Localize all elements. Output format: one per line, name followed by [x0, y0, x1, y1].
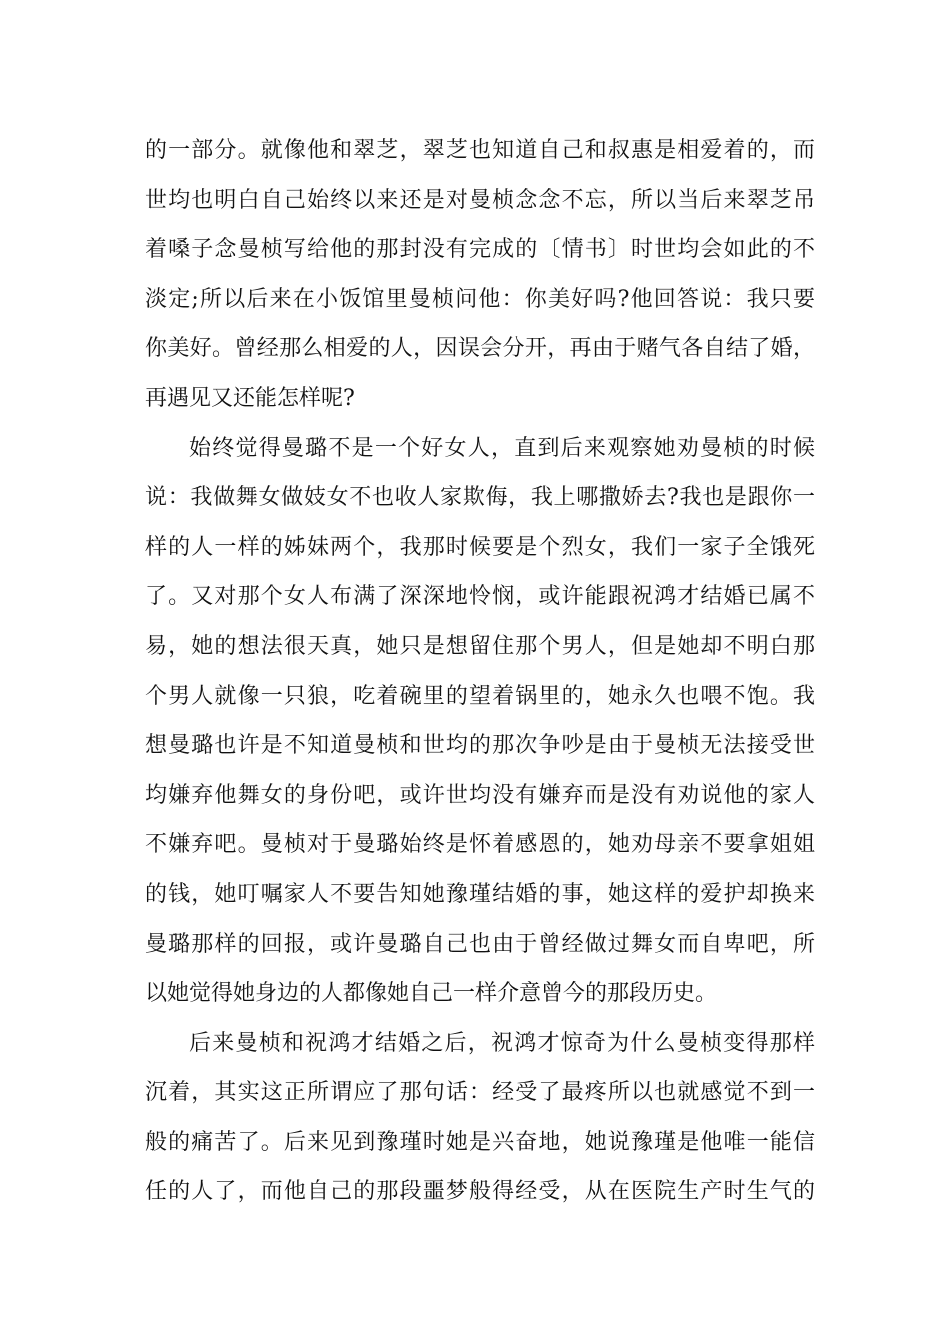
text-line: 均嫌弃他舞女的身份吧，或许世均没有嫌弃而是没有劝说他的家人 [145, 782, 815, 808]
text-line: 不嫌弃吧。曼桢对于曼璐始终是怀着感恩的，她劝母亲不要拿姐姐 [145, 832, 815, 858]
text-line: 个男人就像一只狼，吃着碗里的望着锅里的，她永久也喂不饱。我 [145, 683, 815, 709]
text-line: 世均也明白自己始终以来还是对曼桢念念不忘，所以当后来翠芝吊 [145, 187, 815, 213]
text-line: 再遇见又还能怎样呢? [145, 385, 355, 411]
text-line: 任的人了，而他自己的那段噩梦般得经受，从在医院生产时生气的 [145, 1179, 815, 1205]
text-line: 你美好。曾经那么相爱的人，因误会分开，再由于赌气各自结了婚， [145, 336, 815, 362]
text-line: 着嗓子念曼桢写给他的那封没有完成的〔情书〕时世均会如此的不 [145, 237, 815, 263]
text-line: 想曼璐也许是不知道曼桢和世均的那次争吵是由于曼桢无法接受世 [145, 733, 815, 759]
text-line: 样的人一样的姊妹两个，我那时候要是个烈女，我们一家子全饿死 [145, 534, 815, 560]
body-text [145, 126, 815, 1217]
text-line: 的钱，她叮嘱家人不要告知她豫瑾结婚的事，她这样的爱护却换来 [145, 881, 815, 907]
text-line: 的一部分。就像他和翠芝，翠芝也知道自己和叔惠是相爱着的，而 [145, 138, 815, 163]
text-line: 以她觉得她身边的人都像她自己一样介意曾今的那段历史。 [145, 981, 718, 1007]
text-line: 淡定;所以后来在小饭馆里曼桢问他：你美好吗?他回答说：我只要 [145, 286, 815, 312]
text-line: 说：我做舞女做妓女不也收人家欺侮，我上哪撒娇去?我也是跟你一 [145, 485, 815, 511]
paragraph-first-line: 始终觉得曼璐不是一个好女人，直到后来观察她劝曼桢的时候 [189, 435, 815, 461]
text-line: 了。又对那个女人布满了深深地怜悯，或许能跟祝鸿才结婚已属不 [145, 584, 815, 610]
text-line: 易，她的想法很天真，她只是想留住那个男人，但是她却不明白那 [145, 633, 815, 659]
text-line: 般的痛苦了。后来见到豫瑾时她是兴奋地，她说豫瑾是他唯一能信 [145, 1129, 815, 1155]
text-line: 曼璐那样的回报，或许曼璐自己也由于曾经做过舞女而自卑吧，所 [145, 931, 815, 957]
paragraph-first-line: 后来曼桢和祝鸿才结婚之后，祝鸿才惊奇为什么曼桢变得那样 [189, 1030, 815, 1056]
text-line: 沉着，其实这正所谓应了那句话：经受了最疼所以也就感觉不到一 [145, 1080, 815, 1106]
